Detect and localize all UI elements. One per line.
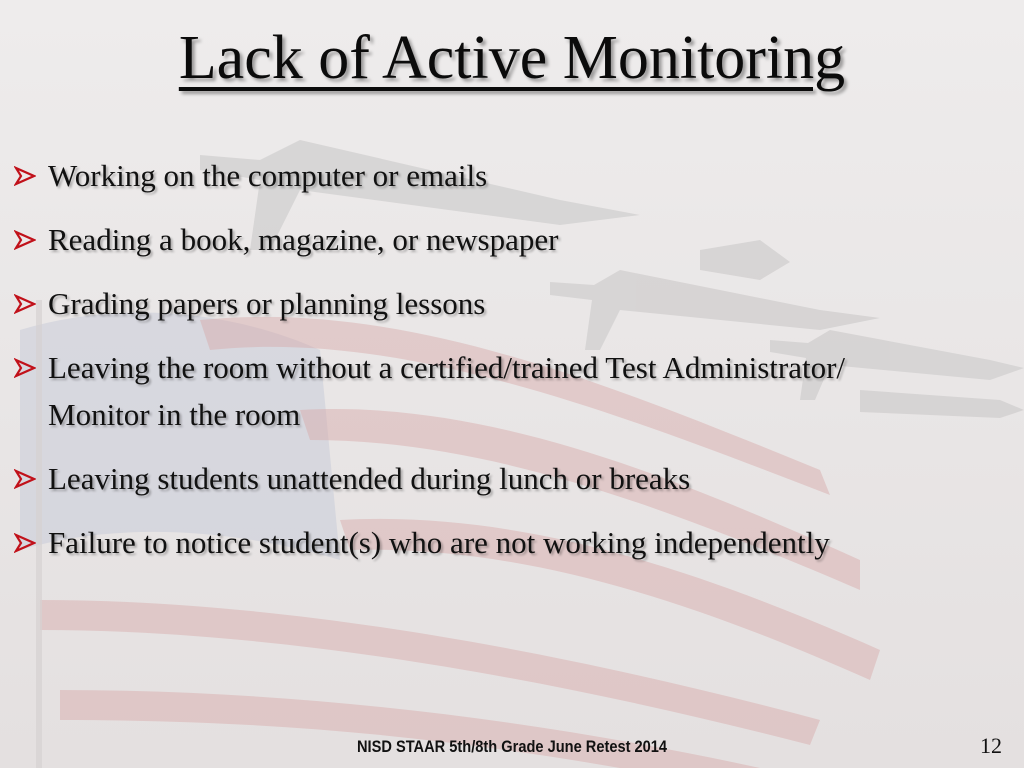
bullet-list [14,152,894,583]
bullet-item [14,455,894,502]
bullet-item [14,344,894,438]
arrow-bullet-icon [14,533,36,553]
page-number: 12 [980,733,1002,758]
arrow-bullet-icon [14,166,36,186]
bullet-text: Failure to notice student(s) who are not working independently [48,525,830,560]
bullet-item [14,216,894,263]
bullet-item [14,280,894,327]
bullet-item [14,519,894,566]
bullet-text: Working on the computer or emails [48,158,488,193]
bullet-text: Leaving the room without a certified/trained Test Administrator/ Monitor in the room [48,350,846,432]
bullet-text: Grading papers or planning lessons [48,286,486,321]
arrow-bullet-icon [14,358,36,378]
slide-title: Lack of Active Monitoring [178,24,846,92]
arrow-bullet-icon [14,469,36,489]
arrow-bullet-icon [14,294,36,314]
slide-footer: NISD STAAR 5th/8th Grade June Retest 2014 [356,737,668,756]
bullet-text: Reading a book, magazine, or newspaper [48,222,559,257]
arrow-bullet-icon [14,230,36,250]
bullet-text: Leaving students unattended during lunch or breaks [48,461,691,496]
bullet-item [14,152,894,199]
